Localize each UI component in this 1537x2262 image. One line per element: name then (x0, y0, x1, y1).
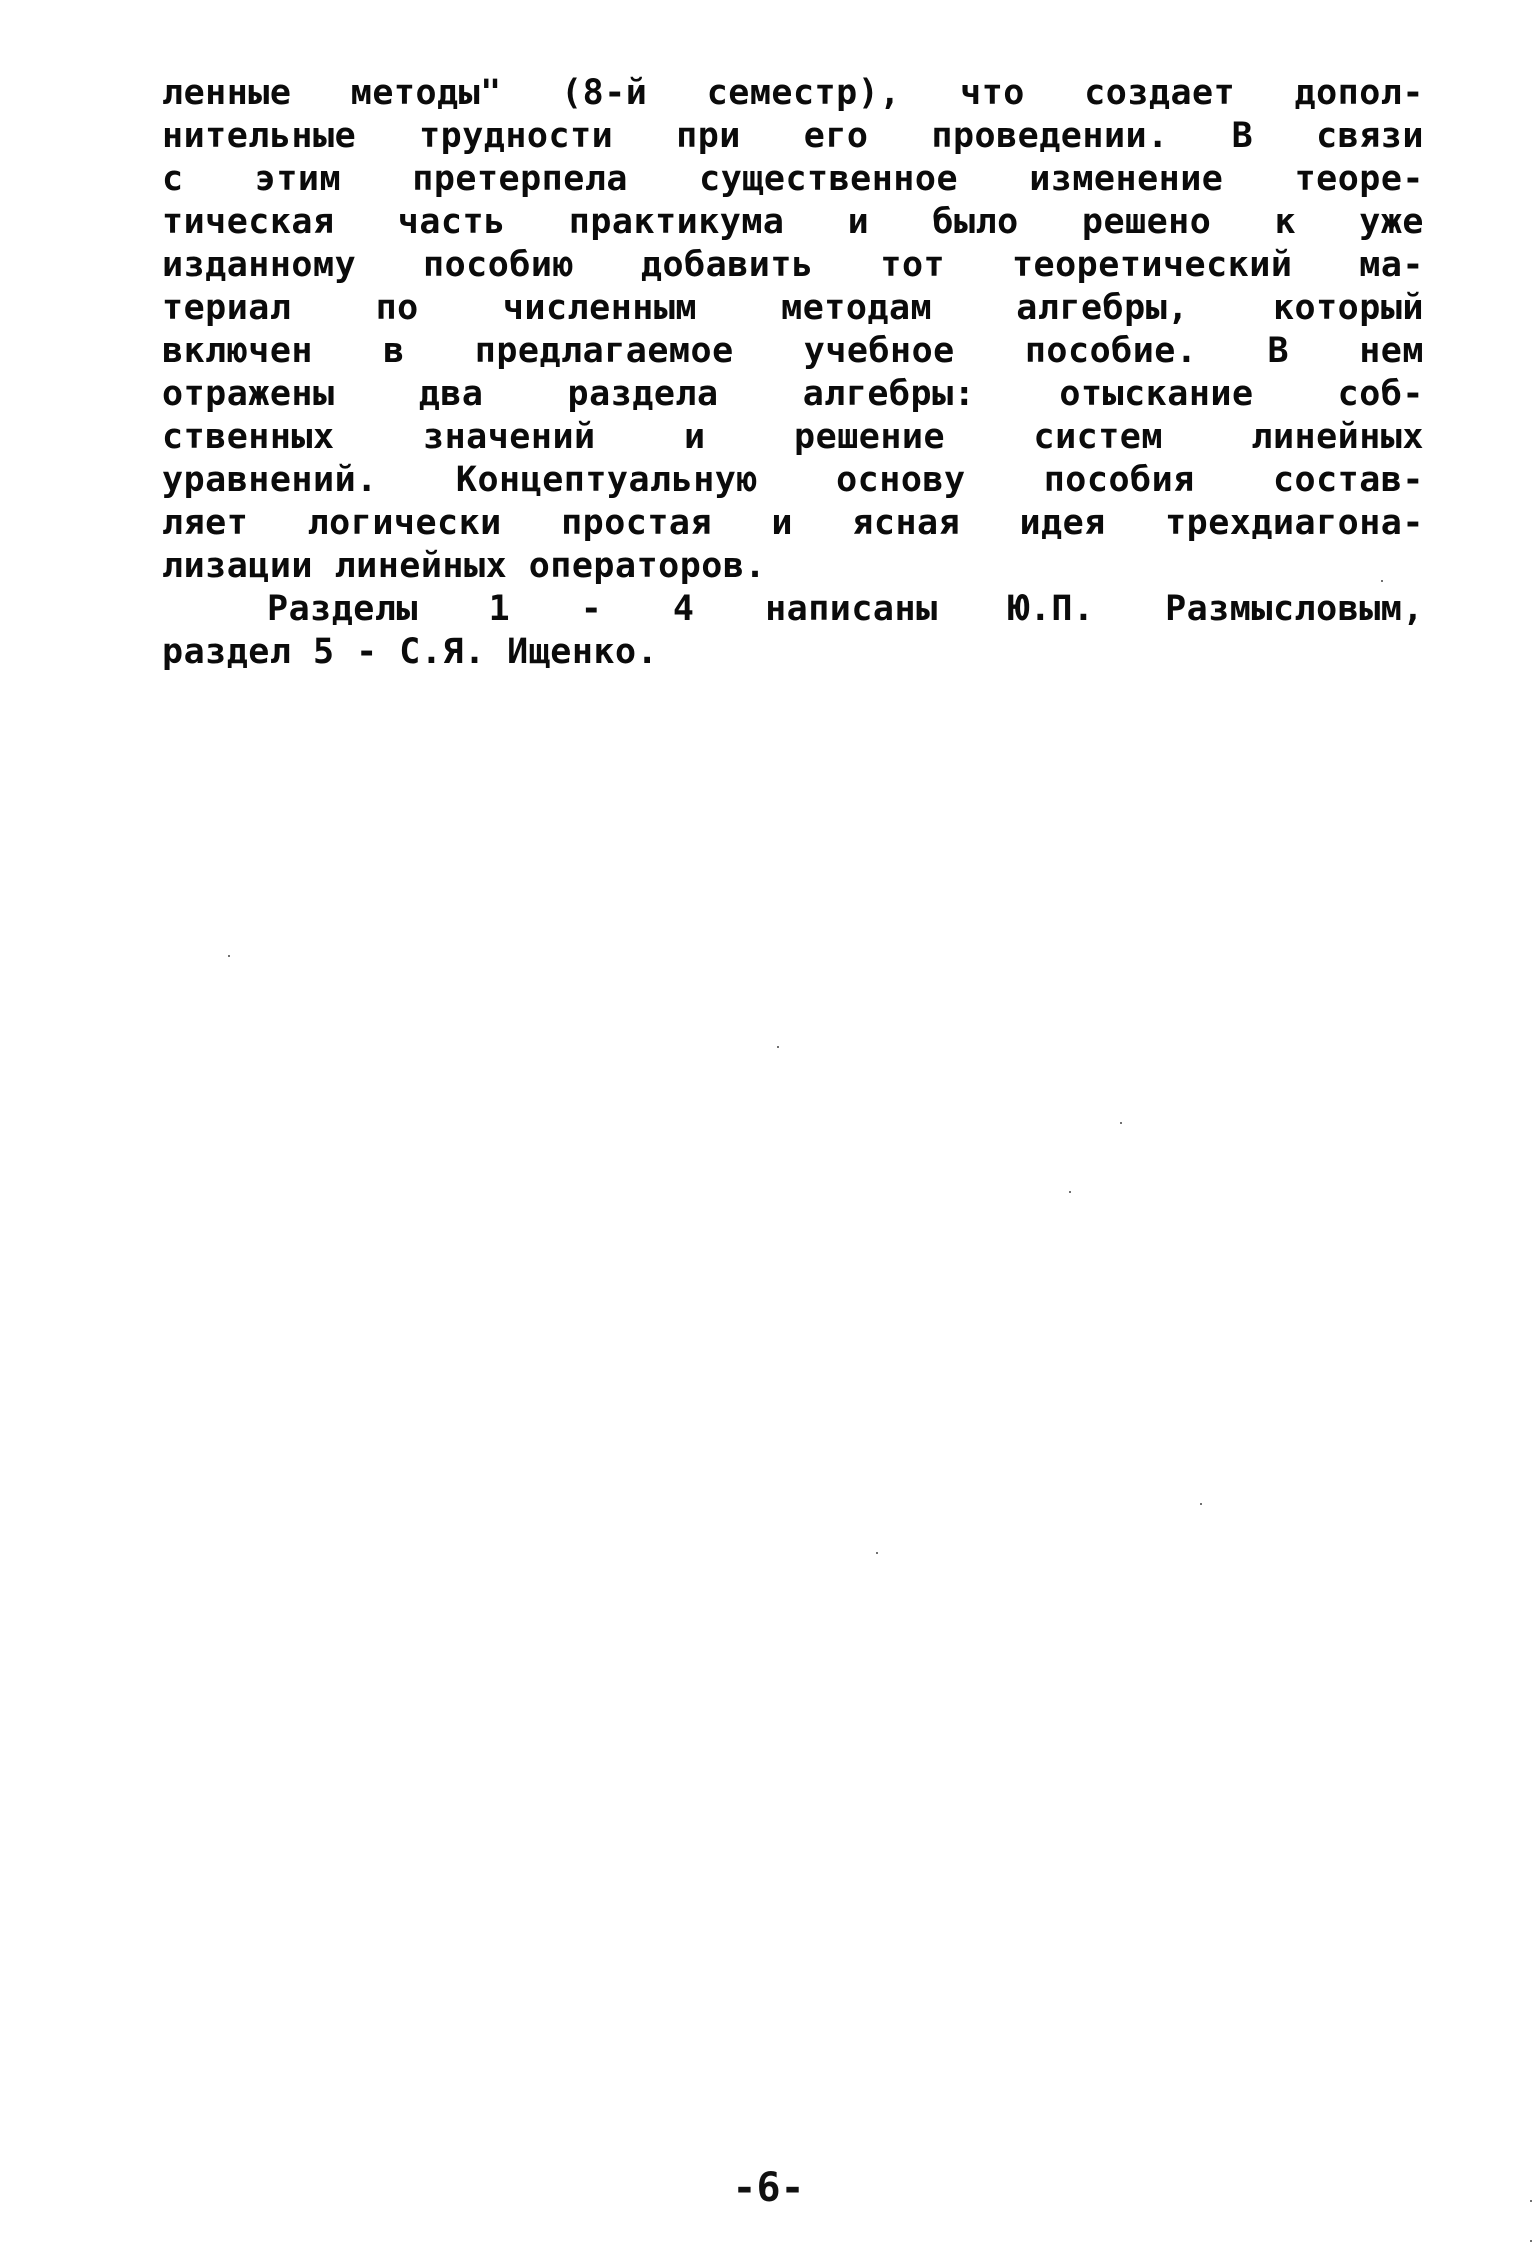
scan-speck (1530, 2240, 1532, 2242)
text-line: ляет логически простая и ясная идея трехдиагона- (162, 503, 1424, 543)
text-line: нительные трудности при его проведении. В связи (162, 116, 1424, 156)
text-line: тическая часть практикума и было решено к уже (162, 202, 1424, 242)
text-line: включен в предлагаемое учебное пособие. В нем (162, 331, 1424, 371)
text-line: лизации линейных операторов. (162, 546, 767, 586)
scan-speck (1381, 580, 1383, 582)
text-line: изданному пособию добавить тот теоретический ма- (162, 245, 1424, 285)
scan-speck (1200, 1503, 1202, 1505)
scan-speck (228, 955, 230, 957)
scan-speck (777, 1046, 779, 1048)
page-number: -6- (732, 2165, 805, 2211)
text-line: раздел 5 - С.Я. Ищенко. (162, 632, 659, 672)
text-line: териал по численным методам алгебры, который (162, 288, 1424, 328)
scan-speck (1120, 1122, 1122, 1124)
text-line: отражены два раздела алгебры: отыскание соб- (162, 374, 1424, 414)
text-line: с этим претерпела существенное изменение теоре- (162, 159, 1424, 199)
text-line: уравнений. Концептуальную основу пособия состав- (162, 460, 1424, 500)
text-line: Разделы 1 - 4 написаны Ю.П. Размысловым, (267, 589, 1424, 629)
scan-speck (1530, 2200, 1532, 2202)
text-line: ственных значений и решение систем линейных (162, 417, 1424, 457)
body-text (162, 72, 1424, 674)
text-line: ленные методы" (8-й семестр), что создает допол- (162, 73, 1424, 113)
scan-speck (1069, 1191, 1071, 1193)
scan-speck (876, 1552, 878, 1554)
